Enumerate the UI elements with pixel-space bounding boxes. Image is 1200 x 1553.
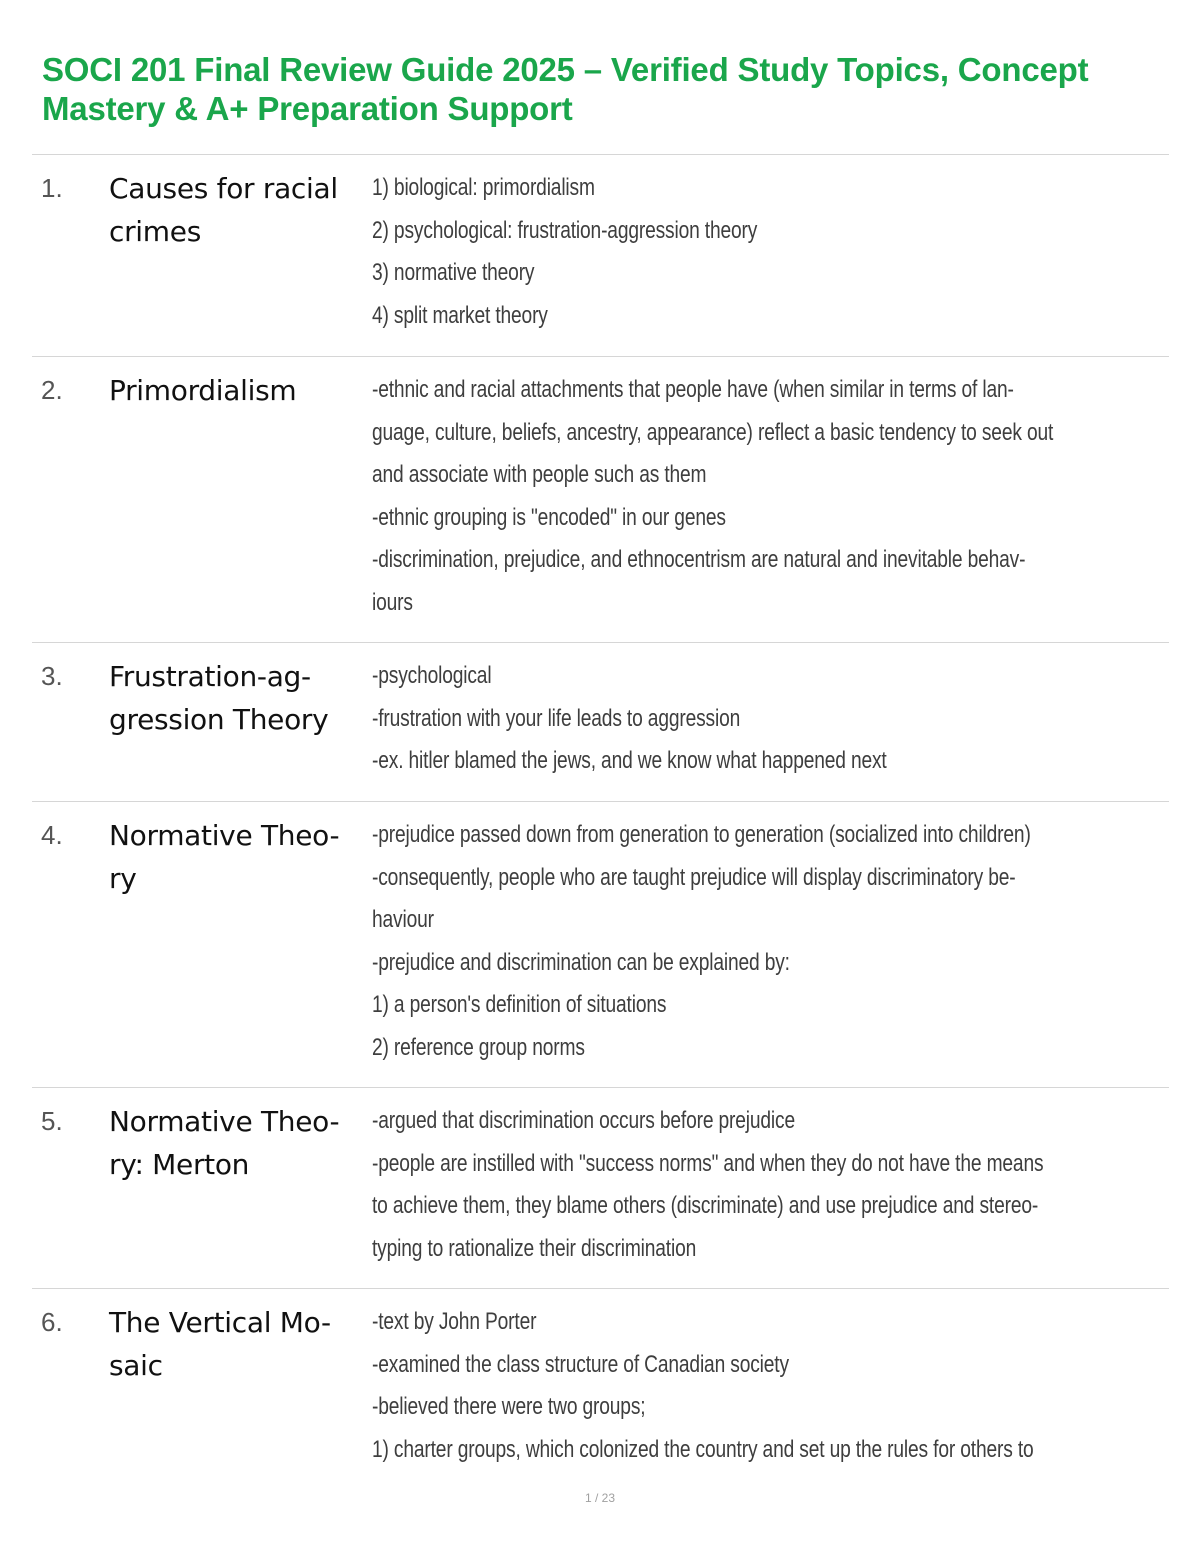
page-number: 1 / 23	[584, 1491, 616, 1505]
term-line: Normative Theo-	[109, 819, 340, 852]
flashcard-entry	[32, 643, 1169, 802]
term-line: Frustration-ag-	[109, 660, 311, 693]
entry-term	[109, 1301, 364, 1387]
definition-line: -consequently, people who are taught prejudice will display discriminatory be-	[372, 863, 1016, 891]
entry-definition	[372, 1100, 1172, 1270]
entry-number: 1.	[41, 173, 63, 203]
entry-definition	[372, 655, 1172, 783]
entry-term	[109, 167, 364, 253]
definition-line: -frustration with your life leads to aggression	[372, 704, 741, 732]
entry-term	[109, 814, 364, 900]
definition-line: and associate with people such as them	[372, 461, 707, 489]
definition-line: -ex. hitler blamed the jews, and we know what happened next	[372, 747, 887, 775]
definition-line: -examined the class structure of Canadian society	[372, 1350, 789, 1378]
entry-number: 4.	[41, 820, 63, 850]
definition-line: 1) a person's definition of situations	[372, 991, 667, 1019]
title-line: SOCI 201 Final Review Guide 2025 – Verified Study Topics, Concept	[42, 51, 1089, 88]
definition-line: 3) normative theory	[372, 259, 535, 287]
definition-line: 1) biological: primordialism	[372, 174, 595, 201]
term-line: Primordialism	[109, 374, 297, 407]
term-line: Causes for racial	[109, 172, 338, 205]
definition-line: 4) split market theory	[372, 301, 548, 329]
flashcard-entry	[32, 1289, 1169, 1479]
definition-line: 2) psychological: frustration-aggression theory	[372, 216, 758, 244]
entry-number: 3.	[41, 661, 63, 691]
definition-line: 1) charter groups, which colonized the country and set up the rules for others to	[372, 1435, 1034, 1463]
entry-term	[109, 369, 364, 412]
definition-line: guage, culture, beliefs, ancestry, appearance) reflect a basic tendency to seek out	[372, 418, 1054, 446]
entry-term	[109, 655, 364, 741]
flashcard-entry	[32, 155, 1169, 357]
definition-line: -text by John Porter	[372, 1308, 537, 1335]
term-line: gression Theory	[109, 703, 329, 736]
flashcard-entry	[32, 802, 1169, 1088]
definition-line: 2) reference group norms	[372, 1033, 585, 1061]
definition-line: typing to rationalize their discrimination	[372, 1234, 697, 1262]
term-line: The Vertical Mo-	[109, 1306, 331, 1339]
definition-line: -ethnic and racial attachments that people have (when similar in terms of lan-	[372, 376, 1014, 403]
definition-line: -psychological	[372, 662, 492, 689]
definition-line: -prejudice and discrimination can be explained by:	[372, 948, 790, 976]
definition-line: -ethnic grouping is "encoded" in our genes	[372, 503, 726, 531]
entry-definition	[372, 369, 1172, 625]
definition-line: to achieve them, they blame others (discriminate) and use prejudice and stereo-	[372, 1192, 1039, 1220]
definition-line: -discrimination, prejudice, and ethnocentrism are natural and inevitable behav-	[372, 546, 1026, 574]
definition-line: -prejudice passed down from generation to generation (socialized into children)	[372, 821, 1031, 848]
definition-line: -people are instilled with "success norms" and when they do not have the means	[372, 1149, 1044, 1177]
entry-definition	[372, 1301, 1172, 1471]
definition-line: iours	[372, 588, 413, 616]
definition-line: -believed there were two groups;	[372, 1393, 646, 1421]
page-title	[42, 50, 1192, 128]
title-line: Mastery & A+ Preparation Support	[42, 90, 573, 127]
entry-definition	[372, 814, 1172, 1070]
term-line: ry	[109, 862, 137, 895]
definition-line: -argued that discrimination occurs before prejudice	[372, 1107, 795, 1134]
term-line: ry: Merton	[109, 1148, 250, 1181]
flashcard-entry	[32, 357, 1169, 643]
entry-number: 2.	[41, 375, 63, 405]
term-line: saic	[109, 1349, 163, 1382]
entry-number: 6.	[41, 1307, 63, 1337]
definition-line: haviour	[372, 906, 434, 934]
term-line: Normative Theo-	[109, 1105, 340, 1138]
entry-number: 5.	[41, 1106, 63, 1136]
entry-definition	[372, 167, 1172, 337]
flashcard-list	[32, 154, 1169, 1479]
term-line: crimes	[109, 215, 201, 248]
flashcard-entry	[32, 1088, 1169, 1289]
entry-term	[109, 1100, 364, 1186]
